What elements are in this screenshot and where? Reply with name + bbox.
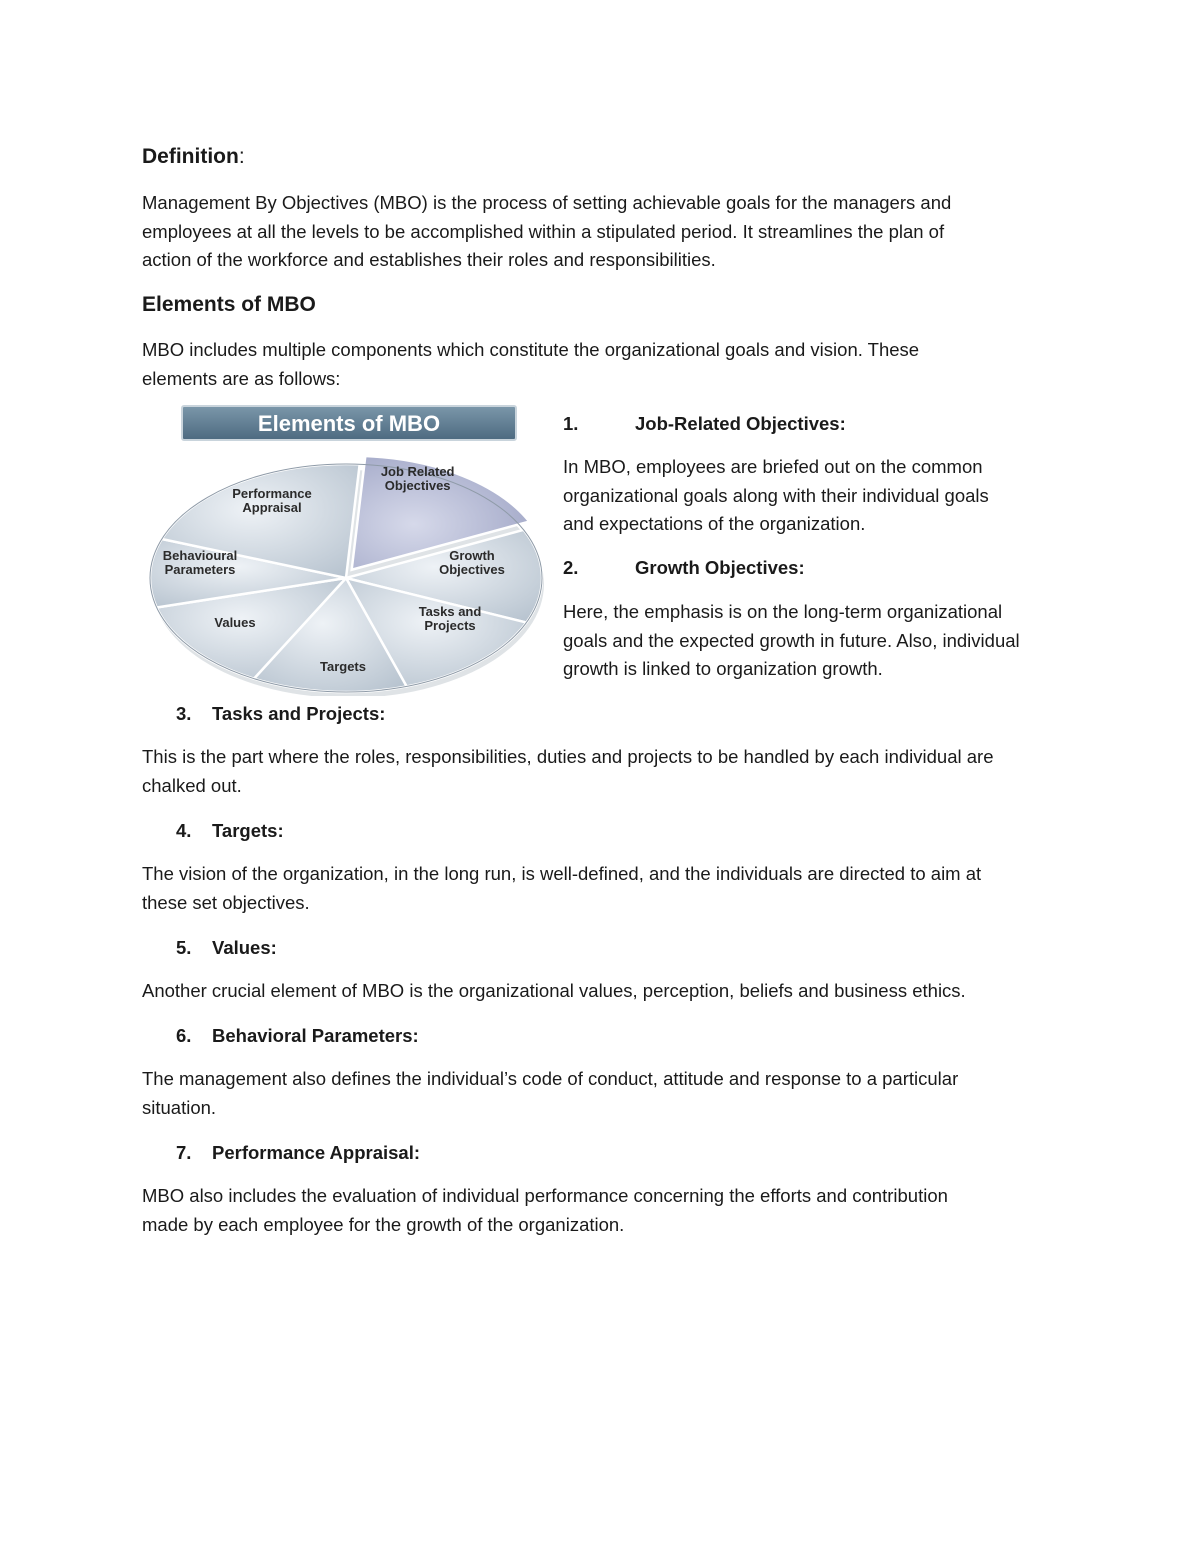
text-line: elements are as follows: (142, 367, 341, 389)
item-6-heading: 6. Behavioral Parameters: (176, 1025, 419, 1046)
item-1-paragraph (563, 453, 1083, 539)
elements-of-mbo-diagram (140, 404, 544, 696)
text-line: In MBO, employees are briefed out on the common (563, 456, 983, 477)
text-line: these set objectives. (142, 891, 310, 913)
definition-heading: Definition: (142, 145, 245, 168)
elements-intro (142, 336, 1072, 393)
text-line: MBO also includes the evaluation of individual performance concerning the efforts and contribution (142, 1185, 948, 1206)
item-7-heading: 7. Performance Appraisal: (176, 1142, 421, 1163)
pie-slice-label: Tasks and (418, 604, 482, 619)
item-7-paragraph (142, 1182, 1072, 1239)
text-line: made by each employee for the growth of the organization. (142, 1213, 625, 1235)
item-3-heading: 3. Tasks and Projects: (176, 703, 386, 724)
item-4-heading: 4. Targets: (176, 820, 284, 841)
pie-slice-label: Performance (232, 486, 312, 501)
text-line: Another crucial element of MBO is the organizational values, perception, beliefs and business ethics. (142, 980, 966, 1001)
item-2-paragraph (563, 598, 1083, 684)
pie-slice-label: Objectives (384, 477, 451, 493)
text-line: Here, the emphasis is on the long-term organizational (563, 601, 1003, 622)
text-line: employees at all the levels to be accomplished within a stipulated period. It streamlines the plan of (142, 220, 945, 242)
text-line: growth is linked to organization growth. (563, 658, 883, 679)
text-line: organizational goals along with their individual goals (563, 484, 989, 506)
pie-slice-label: Targets (320, 659, 366, 674)
elements-heading: Elements of MBO (142, 293, 316, 316)
pie-slice-label: Appraisal (242, 500, 302, 515)
pie-slice-label: Values (214, 615, 256, 630)
pie-slice-label: Parameters (164, 562, 236, 577)
text-line: action of the workforce and establishes their roles and responsibilities. (142, 249, 716, 270)
item-5-heading: 5. Values: (176, 937, 277, 958)
text-line: This is the part where the roles, responsibilities, duties and projects to be handled by each individual are (142, 746, 994, 767)
pie-slice-label: Projects (424, 618, 476, 633)
definition-paragraph (142, 189, 1072, 275)
text-line: The vision of the organization, in the long run, is well-defined, and the individuals are directed to aim at (142, 863, 982, 884)
item-6-paragraph (142, 1065, 1072, 1122)
pie-slice-label: Job Related (380, 463, 455, 479)
text-line: The management also defines the individual’s code of conduct, attitude and response to a particular (142, 1068, 959, 1089)
pie-slice-label: Behavioural (162, 548, 238, 563)
pie-slice-label: Growth (449, 548, 495, 563)
item-3-paragraph (142, 743, 1072, 800)
diagram-banner-title: Elements of MBO (257, 411, 441, 436)
pie-slice-label: Objectives (439, 562, 505, 577)
item-1-heading: 1. Job-Related Objectives: (563, 413, 846, 434)
text-line: goals and the expected growth in future. Also, individual (563, 629, 1020, 651)
text-line: MBO includes multiple components which constitute the organizational goals and vision. These (142, 339, 920, 360)
item-2-heading: 2. Growth Objectives: (563, 557, 805, 578)
text-line: chalked out. (142, 774, 242, 796)
item-5-paragraph (142, 977, 1072, 1006)
text-line: situation. (142, 1096, 217, 1118)
text-line: Management By Objectives (MBO) is the process of setting achievable goals for the managers and (142, 192, 952, 213)
text-line: and expectations of the organization. (563, 513, 866, 534)
item-4-paragraph (142, 860, 1072, 917)
